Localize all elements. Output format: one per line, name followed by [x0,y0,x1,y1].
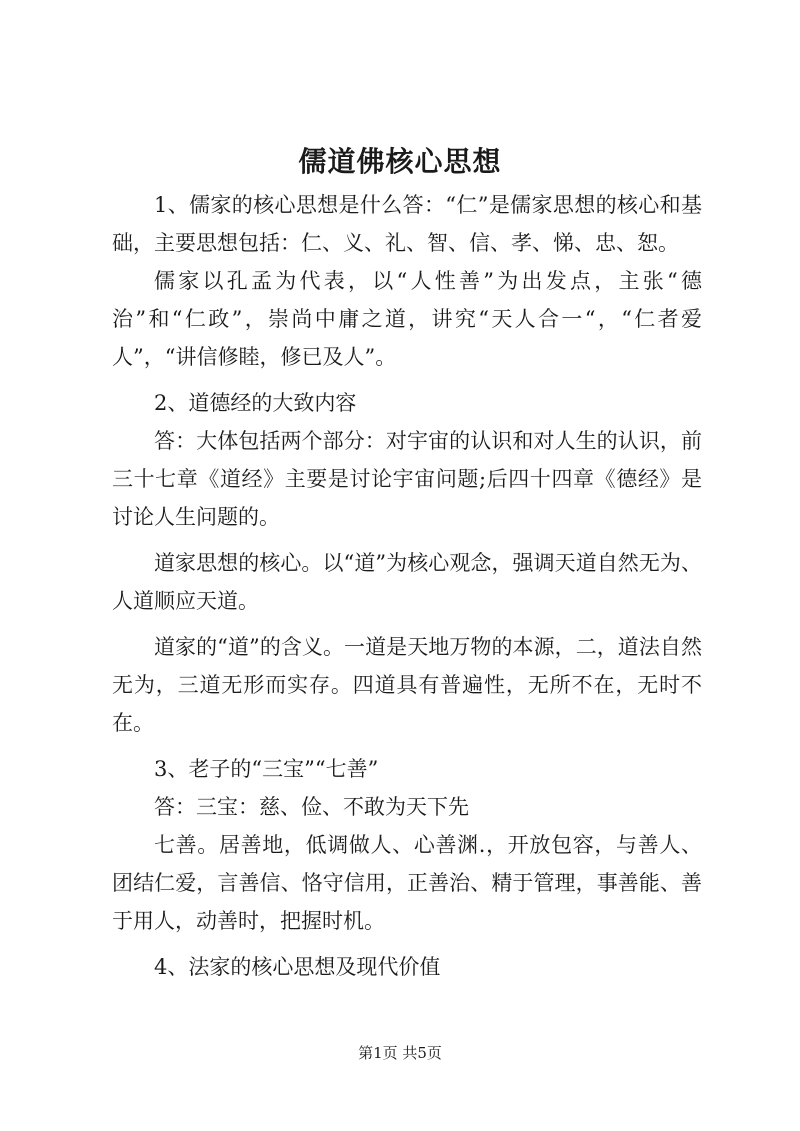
page-number-footer: 第1页 共5页 [358,1044,442,1062]
paragraph-daodejing-content: 答：大体包括两个部分：对宇宙的认识和对人生的认识，前三十七章《道经》主要是讨论宇宙问题;后四十四章《德经》是讨论人生问题的。 [112,429,702,529]
heading-legalism: 4、法家的核心思想及现代价值 [154,955,441,979]
paragraph-daoist-core: 道家思想的核心。以“道”为核心观念，强调天道自然无为、人道顺应天道。 [112,551,702,613]
heading-daodejing: 2、道德经的大致内容 [154,391,357,415]
heading-laozi-treasures: 3、老子的“三宝”“七善” [154,757,379,781]
paragraph-seven-goods: 七善。居善地，低调做人、心善渊.，开放包容，与善人、团结仁爱，言善信、恪守信用，正善治、精于管理，事善能、善于用人，动善时，把握时机。 [112,833,702,933]
paragraph-confucian-core: 1、儒家的核心思想是什么答：“仁”是儒家思想的核心和基础，主要思想包括：仁、义、礼、智、信、孝、悌、忠、恕。 [112,193,702,255]
document-body [112,186,702,994]
paragraph-dao-meaning: 道家的“道”的含义。一道是天地万物的本源，二，道法自然无为，三道无形而实存。四道具有普遍性，无所不在，无时不在。 [112,635,702,735]
page-title: 儒道佛核心思想 [298,145,502,178]
paragraph-three-treasures: 答：三宝：慈、俭、不敢为天下先 [154,795,469,819]
paragraph-confucian-detail: 儒家以孔孟为代表，以“人性善”为出发点，主张“德治”和“仁政”，崇尚中庸之道，讲究“天人合一“，“仁者爱人”，“讲信修睦，修已及人”。 [112,269,702,369]
